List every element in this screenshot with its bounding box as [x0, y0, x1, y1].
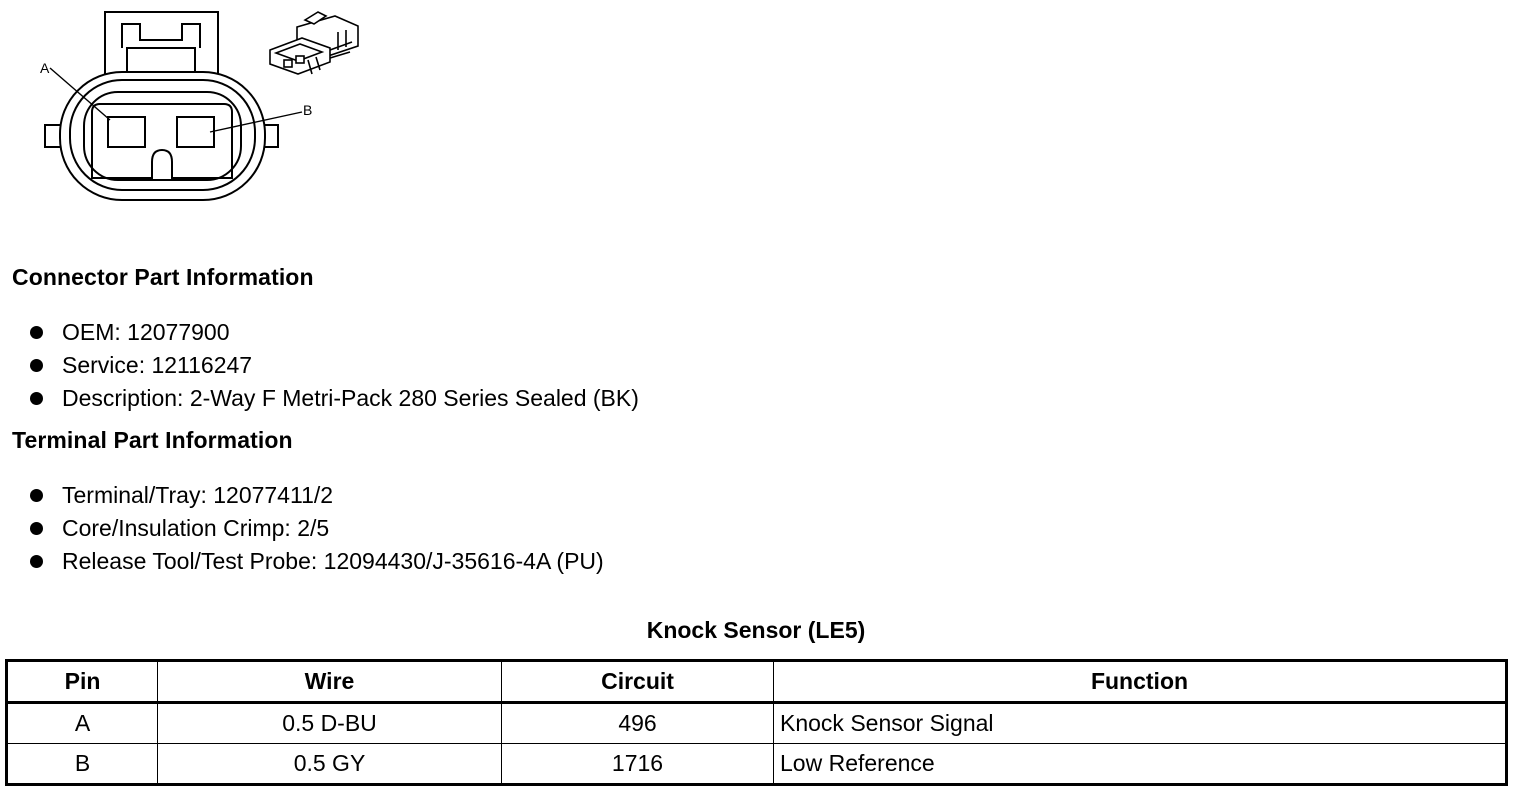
table-row: [7, 744, 1507, 785]
list-item-text: Description: 2-Way F Metri-Pack 280 Series Sealed (BK): [62, 385, 639, 411]
cell-wire: 0.5 GY: [158, 744, 502, 785]
connector-isometric-icon: [270, 12, 358, 74]
list-item-text: Core/Insulation Crimp: 2/5: [62, 515, 330, 541]
cell-function: Low Reference: [774, 744, 1507, 785]
cell-pin: A: [7, 703, 158, 744]
pinout-table: [5, 659, 1508, 786]
bullet-icon: [30, 392, 43, 405]
table-header-row: [7, 661, 1507, 703]
cell-circuit: 1716: [502, 744, 774, 785]
bullet-icon: [30, 522, 43, 535]
table-title: Knock Sensor (LE5): [646, 617, 866, 643]
connector-diagram: [0, 0, 380, 215]
list-item-text: Terminal/Tray: 12077411/2: [62, 482, 334, 508]
list-item: [28, 382, 639, 415]
list-item: [28, 316, 639, 349]
bullet-icon: [30, 489, 43, 502]
connector-info-list: [28, 316, 639, 415]
cell-pin: B: [7, 744, 158, 785]
column-header-circuit: Circuit: [502, 661, 774, 703]
bullet-icon: [30, 555, 43, 568]
list-item: [28, 479, 604, 512]
cell-circuit: 496: [502, 703, 774, 744]
cell-function: Knock Sensor Signal: [774, 703, 1507, 744]
bullet-icon: [30, 326, 43, 339]
terminal-info-title: Terminal Part Information: [12, 427, 293, 453]
connector-info-title: Connector Part Information: [12, 264, 314, 290]
pin-label-a: A: [40, 60, 50, 76]
list-item: [28, 512, 604, 545]
table-row: [7, 703, 1507, 744]
list-item-text: Service: 12116247: [62, 352, 253, 378]
cell-wire: 0.5 D-BU: [158, 703, 502, 744]
list-item-text: OEM: 12077900: [62, 319, 230, 345]
terminal-info-list: [28, 479, 604, 578]
list-item-text: Release Tool/Test Probe: 12094430/J-35616-4A (PU): [62, 548, 604, 574]
list-item: [28, 349, 639, 382]
column-header-wire: Wire: [158, 661, 502, 703]
pin-label-b: B: [303, 102, 313, 118]
connector-face-icon: [45, 12, 302, 200]
list-item: [28, 545, 604, 578]
column-header-function: Function: [774, 661, 1507, 703]
bullet-icon: [30, 359, 43, 372]
column-header-pin: Pin: [7, 661, 158, 703]
